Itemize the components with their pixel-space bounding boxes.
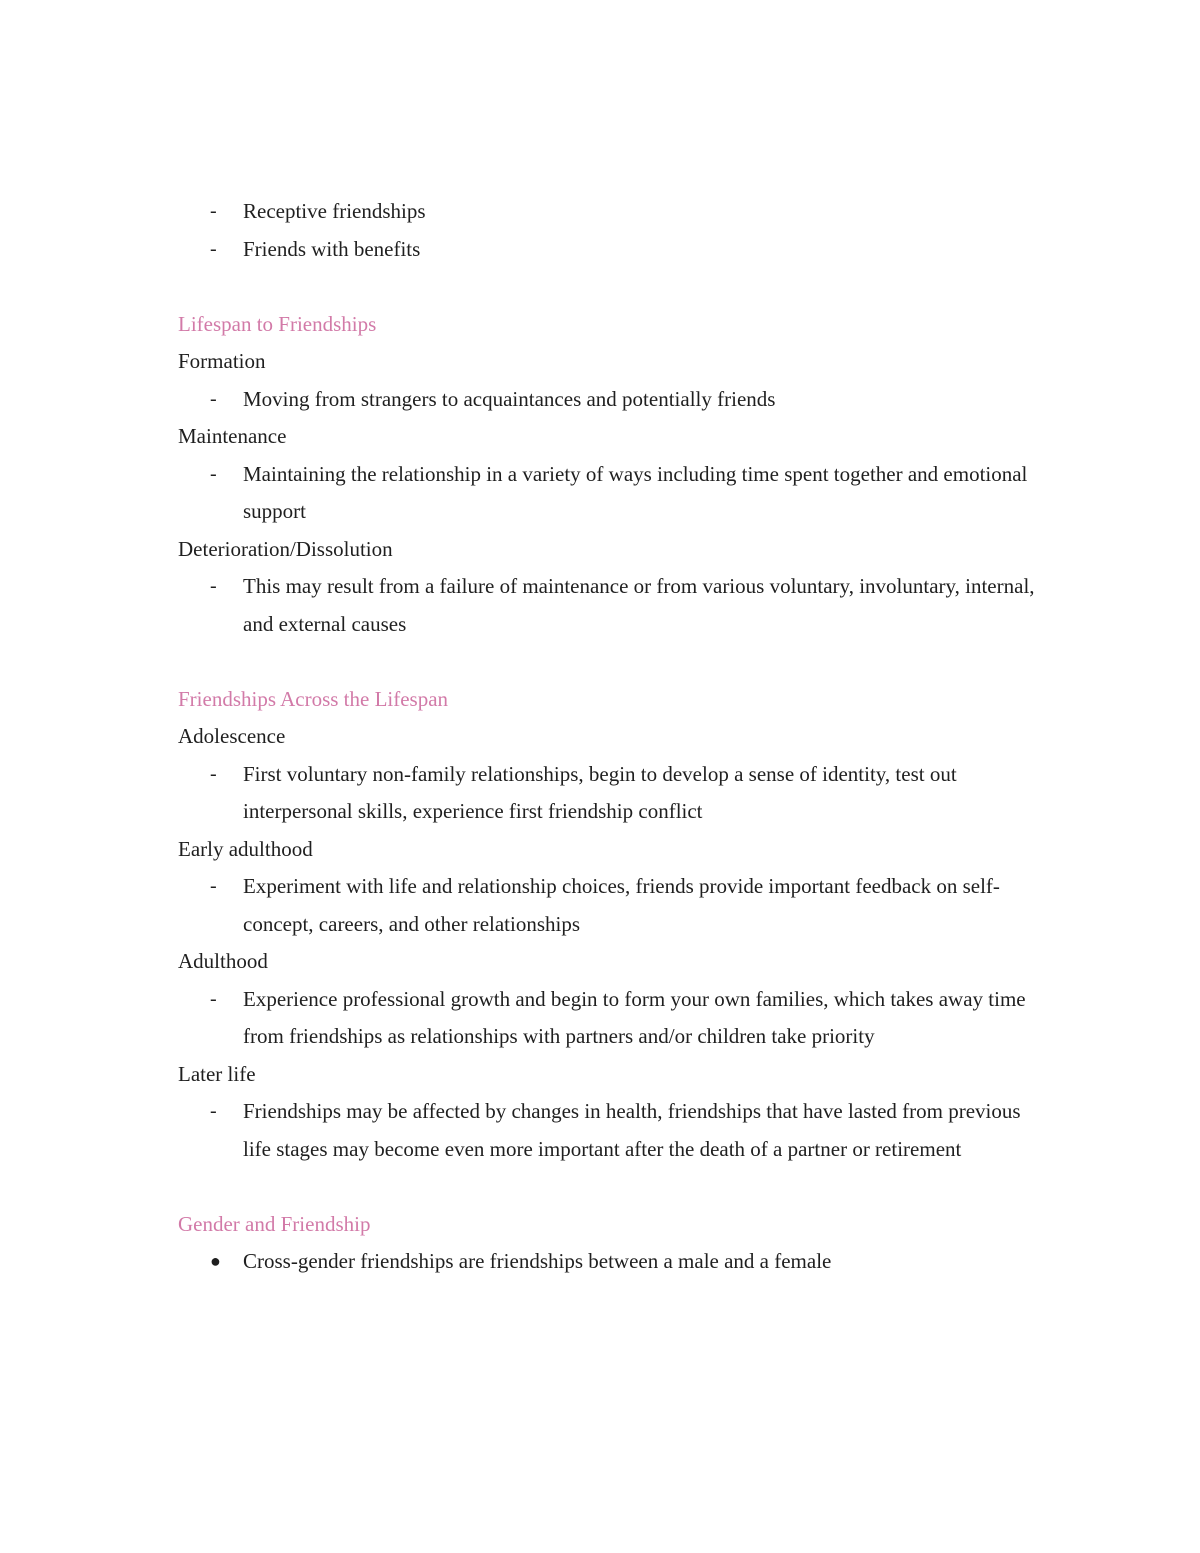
section-heading-lifespan-to-friendships: Lifespan to Friendships <box>178 311 377 336</box>
list-item-text: Experience professional growth and begin to form your own families, which takes away time from friendships as relationships with partners and/or children take priority <box>243 986 1026 1048</box>
list-item-text: Friends with benefits <box>243 236 421 261</box>
document-page <box>178 193 1038 1281</box>
list-item-text: Receptive friendships <box>243 199 426 223</box>
section-heading-friendships-across-lifespan: Friendships Across the Lifespan <box>178 686 449 711</box>
stage-label: Later life <box>178 1061 256 1086</box>
list-item <box>178 981 1038 1056</box>
list-item <box>178 231 1038 269</box>
stage-label: Deterioration/Dissolution <box>178 536 393 561</box>
list-item-text: First voluntary non-family relationships, begin to develop a sense of identity, test out interpersonal skills, experience first friendship conflict <box>243 761 957 823</box>
bullet-marker: ● <box>210 1251 221 1271</box>
list-item-text: Experiment with life and relationship choices, friends provide important feedback on self-concept, careers, and other relationships <box>243 874 1000 936</box>
spacer <box>178 643 1038 681</box>
stage-label: Adulthood <box>178 949 268 973</box>
dash-marker: - <box>210 462 217 485</box>
dash-marker: - <box>210 387 217 410</box>
list-item-text: Friendships may be affected by changes in health, friendships that have lasted from previous life stages may become even more important after the death of a partner or retirement <box>243 1099 1021 1161</box>
dash-marker: - <box>210 237 217 260</box>
dash-marker: - <box>210 575 217 597</box>
list-item <box>178 381 1038 419</box>
list-item-text: Cross-gender friendships are friendships between a male and a female <box>243 1249 832 1273</box>
dash-marker: - <box>210 875 217 897</box>
list-item <box>178 568 1038 643</box>
dash-marker: - <box>210 1100 217 1122</box>
stage-label: Formation <box>178 349 266 373</box>
dash-marker: - <box>210 987 217 1010</box>
spacer <box>178 268 1038 306</box>
list-item-text: Maintaining the relationship in a variety of ways including time spent together and emotional support <box>243 461 1028 523</box>
list-item <box>178 756 1038 831</box>
list-item <box>178 456 1038 531</box>
spacer <box>178 1168 1038 1206</box>
list-item <box>178 868 1038 943</box>
stage-label: Maintenance <box>178 424 287 448</box>
dash-marker: - <box>210 762 217 785</box>
list-item <box>178 193 1038 231</box>
list-item <box>178 1243 1038 1281</box>
list-item-text: Moving from strangers to acquaintances and potentially friends <box>243 386 776 411</box>
stage-label: Adolescence <box>178 724 286 748</box>
list-item-text: This may result from a failure of maintenance or from various voluntary, involuntary, internal, and external causes <box>243 574 1035 636</box>
dash-marker: - <box>210 200 217 222</box>
stage-label: Early adulthood <box>178 836 313 861</box>
section-heading-gender-and-friendship: Gender and Friendship <box>178 1211 371 1236</box>
list-item <box>178 1093 1038 1168</box>
